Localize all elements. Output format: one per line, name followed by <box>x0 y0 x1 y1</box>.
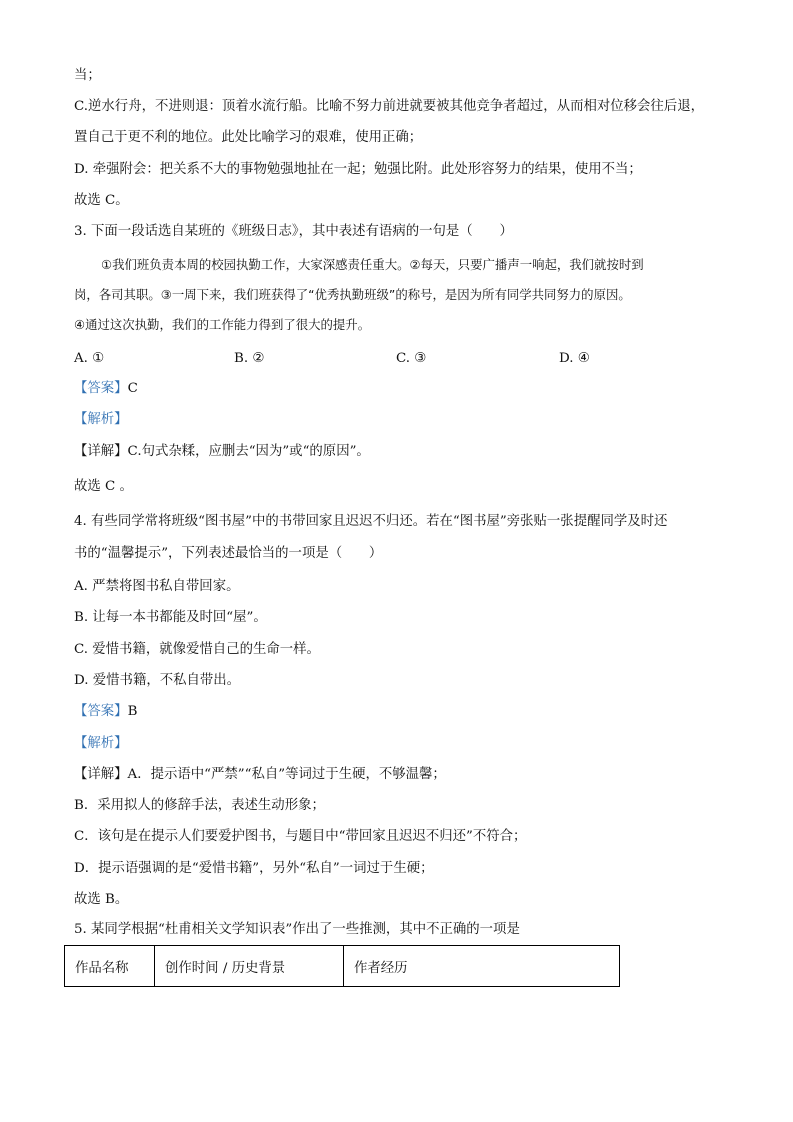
q4-answer <box>74 703 137 721</box>
q3-option-a: A. ① <box>74 351 105 366</box>
text-line: C.逆水行舟，不进则退：顶着水流行船。比喻不努力前进就要被其他竞争者超过，从而相对位移会往后退， <box>74 99 704 114</box>
class-log-passage <box>74 250 724 340</box>
text-line: 故选 C。 <box>74 193 129 208</box>
q3-analysis-tag: 【解析】 <box>74 412 128 427</box>
q4-detail: 【详解】A．提示语中“严禁”“私自”等词过于生硬，不够温馨； <box>74 767 446 782</box>
answer-value: B <box>127 704 138 719</box>
text-line: C．该句是在提示人们要爱护图书，与题目中“带回家且迟迟不归还”不符合； <box>74 829 527 844</box>
text-line: D. 牵强附会：把关系不大的事物勉强地扯在一起；勉强比附。此处形容努力的结果，使用不当； <box>74 162 642 177</box>
question-3-stem: 3. 下面一段话选自某班的《班级日志》，其中表述有语病的一句是（ ） <box>74 224 513 239</box>
table-header-cell: 作者经历 <box>344 946 620 987</box>
q3-option-c: C. ③ <box>396 351 427 366</box>
question-5-stem: 5. 某同学根据“杜甫相关文学知识表”作出了一些推测，其中不正确的一项是 <box>74 922 520 937</box>
text-line: 故选 B。 <box>74 892 129 907</box>
q3-option-d: D. ④ <box>559 351 590 366</box>
passage-line: 岗，各司其职。③一周下来，我们班获得了“优秀执勤班级”的称号，是因为所有同学共同努力的原因。 <box>74 287 631 302</box>
q3-detail: 【详解】C.句式杂糅，应删去“因为”或“的原因”。 <box>74 444 370 459</box>
table-header-row <box>65 946 620 987</box>
dufu-knowledge-table <box>64 945 620 987</box>
q3-option-b: B. ② <box>234 351 265 366</box>
question-4-stem: 4. 有些同学常将班级“图书屋”中的书带回家且迟迟不归还。若在“图书屋”旁张贴一张提醒同学及时还 <box>74 514 668 529</box>
answer-value: C <box>127 381 138 396</box>
text-line: 置自己于更不利的地位。此处比喻学习的艰难，使用正确； <box>74 130 423 145</box>
passage-line: ④通过这次执勤，我们的工作能力得到了很大的提升。 <box>74 317 371 332</box>
text-line: D．提示语强调的是“爱惜书籍”，另外“私自”一词过于生硬； <box>74 861 434 876</box>
q3-answer <box>74 380 138 398</box>
q4-option-a: A. 严禁将图书私自带回家。 <box>74 579 240 594</box>
passage-line: ①我们班负责本周的校园执勤工作，大家深感责任重大。②每天，只要广播声一响起，我们就按时到 <box>101 257 644 272</box>
text-line: B．采用拟人的修辞手法，表述生动形象； <box>74 798 325 813</box>
answer-tag: 【答案】 <box>74 381 128 396</box>
table-header-cell: 创作时间 / 历史背景 <box>155 946 344 987</box>
text-line: 当； <box>74 68 101 83</box>
answer-tag: 【答案】 <box>74 704 128 719</box>
q4-option-b: B. 让每一本书都能及时回“屋”。 <box>74 610 267 625</box>
q4-option-d: D. 爱惜书籍，不私自带出。 <box>74 673 241 688</box>
table-header-cell: 作品名称 <box>65 946 155 987</box>
text-line: 故选 C 。 <box>74 479 133 494</box>
q4-option-c: C. 爱惜书籍，就像爱惜自己的生命一样。 <box>74 642 320 657</box>
q4-analysis-tag: 【解析】 <box>74 736 128 751</box>
question-4-stem: 书的“温馨提示”，下列表述最恰当的一项是（ ） <box>74 546 383 561</box>
